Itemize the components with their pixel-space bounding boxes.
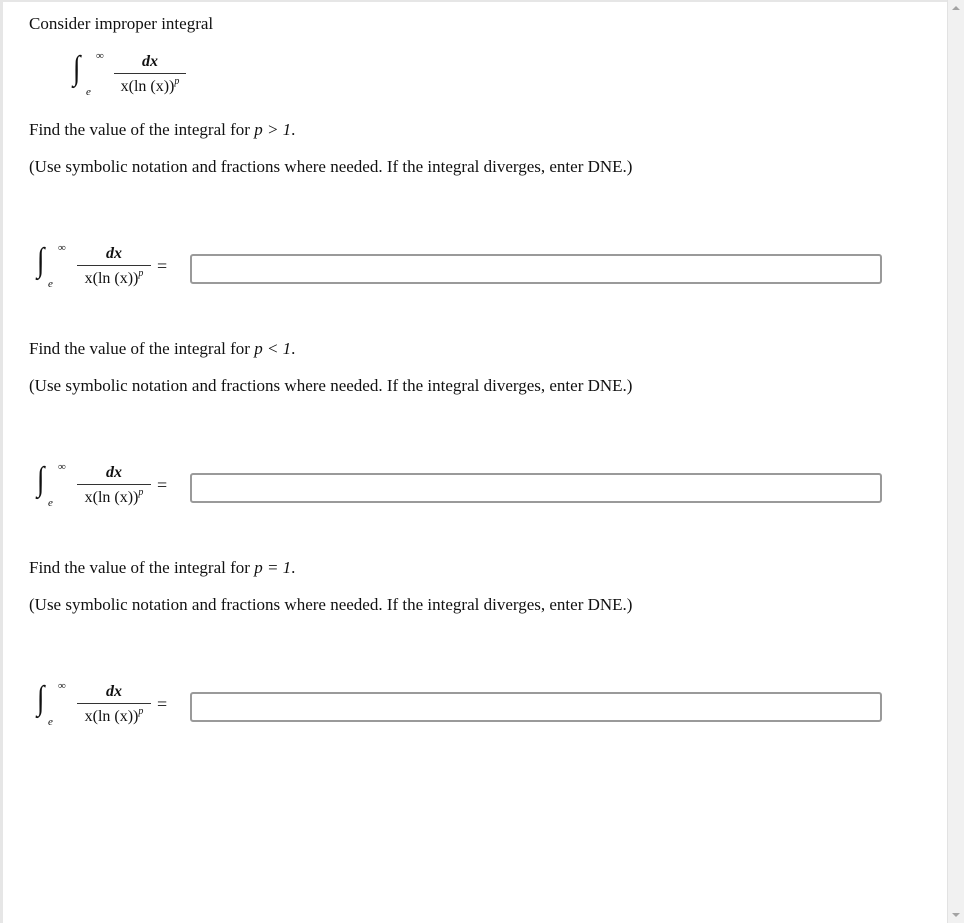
fraction-bar (77, 265, 151, 266)
denominator (114, 76, 186, 96)
equals-sign: = (157, 694, 168, 714)
question-suffix: . (291, 339, 296, 358)
denominator (77, 268, 151, 288)
question-p-equals-1 (29, 558, 295, 578)
question-prefix: Find the value of the integral for (29, 339, 255, 358)
answer-input-p-equals-1[interactable] (190, 692, 882, 722)
vertical-scrollbar[interactable] (947, 0, 964, 923)
denominator (77, 706, 151, 726)
lower-limit: e (48, 278, 53, 290)
equals-sign: = (157, 256, 168, 276)
condition: p = 1 (254, 558, 292, 577)
integrand-fraction (114, 53, 186, 96)
fraction-bar (77, 484, 151, 485)
instruction-1: (Use symbolic notation and fractions where needed. If the integral diverges, enter DNE.) (29, 157, 633, 176)
condition: p < 1 (254, 339, 292, 358)
displayed-integral (72, 48, 192, 104)
denominator-base: x(ln (x)) (84, 708, 139, 725)
instruction-2: (Use symbolic notation and fractions where needed. If the integral diverges, enter DNE.) (29, 376, 633, 395)
upper-limit: ∞ (96, 50, 104, 62)
answer-integral-2 (36, 459, 176, 515)
condition: p > 1 (254, 120, 292, 139)
integral-sign: ∫ (36, 461, 45, 498)
exponent: p (138, 706, 144, 717)
lower-limit: e (48, 716, 53, 728)
integrand-fraction (77, 464, 151, 507)
numerator: dx (142, 53, 158, 70)
answer-integral-3 (36, 678, 176, 734)
lower-limit: e (48, 497, 53, 509)
exponent: p (138, 268, 144, 279)
integrand-fraction (77, 245, 151, 288)
numerator: dx (106, 245, 122, 262)
integral-sign: ∫ (36, 680, 45, 717)
denominator (77, 487, 151, 507)
exponent: p (138, 487, 144, 498)
denominator-base: x(ln (x)) (84, 489, 139, 506)
denominator-base: x(ln (x)) (120, 78, 175, 95)
instruction-3: (Use symbolic notation and fractions where needed. If the integral diverges, enter DNE.) (29, 595, 633, 614)
integrand-fraction (77, 683, 151, 726)
numerator: dx (106, 464, 122, 481)
denominator-base: x(ln (x)) (84, 270, 139, 287)
fraction-bar (77, 703, 151, 704)
scroll-down-arrow-icon[interactable] (952, 913, 960, 917)
equals-sign: = (157, 475, 168, 495)
upper-limit: ∞ (58, 461, 66, 473)
question-prefix: Find the value of the integral for (29, 558, 255, 577)
question-p-greater-1 (29, 120, 295, 140)
scroll-up-arrow-icon[interactable] (952, 6, 960, 10)
answer-input-p-greater-1[interactable] (190, 254, 882, 284)
fraction-bar (114, 73, 186, 74)
upper-limit: ∞ (58, 680, 66, 692)
question-suffix: . (291, 558, 296, 577)
integral-sign: ∫ (72, 50, 81, 87)
answer-input-p-less-1[interactable] (190, 473, 882, 503)
exponent: p (174, 76, 180, 87)
answer-integral-1 (36, 240, 176, 296)
integral-sign: ∫ (36, 242, 45, 279)
lower-limit: e (86, 86, 91, 98)
upper-limit: ∞ (58, 242, 66, 254)
intro-text: Consider improper integral (29, 14, 214, 33)
question-prefix: Find the value of the integral for (29, 120, 255, 139)
numerator: dx (106, 683, 122, 700)
question-suffix: . (291, 120, 296, 139)
question-p-less-1 (29, 339, 295, 359)
